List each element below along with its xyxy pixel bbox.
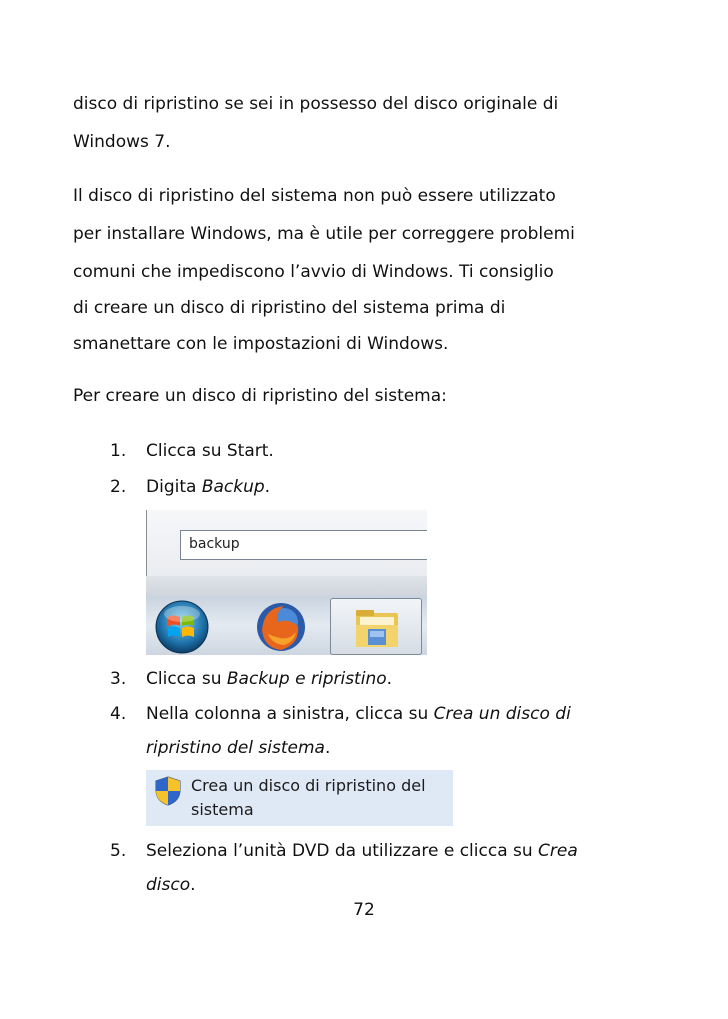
list-item: [110, 704, 571, 724]
paragraph-line: disco di ripristino se sei in possesso del disco originale di: [73, 94, 559, 114]
list-item-continuation: [146, 875, 196, 895]
list-emphasis: disco: [146, 875, 191, 895]
list-item-continuation: [146, 738, 330, 758]
uac-shield-icon: [154, 776, 182, 806]
list-item: [110, 477, 270, 497]
list-text: Digita: [146, 477, 202, 497]
windows-explorer-icon: [353, 607, 401, 651]
create-recovery-disc-link[interactable]: Crea un disco di ripristino del: [191, 776, 426, 795]
list-emphasis: ripristino del sistema: [146, 738, 325, 758]
list-text: .: [264, 477, 271, 497]
page-number: 72: [353, 900, 375, 920]
windows-start-orb-icon[interactable]: [146, 600, 214, 655]
list-text: .: [324, 738, 331, 758]
start-menu-bottom: [146, 576, 427, 596]
paragraph-line: Il disco di ripristino del sistema non può essere utilizzato: [73, 186, 556, 206]
create-recovery-disc-link-line2[interactable]: sistema: [191, 800, 254, 819]
paragraph-line: comuni che impediscono l’avvio di Windows. Ti consiglio: [73, 262, 554, 282]
list-text: Nella colonna a sinistra, clicca su: [146, 704, 434, 724]
firefox-icon[interactable]: [254, 600, 308, 654]
explorer-taskbar-button[interactable]: [330, 598, 422, 655]
list-text: Seleziona l’unità DVD da utilizzare e clicca su: [146, 841, 539, 861]
list-text: Clicca su: [146, 669, 227, 689]
start-search-screenshot: [146, 510, 427, 655]
search-input[interactable]: [180, 530, 427, 560]
list-emphasis: Crea: [538, 841, 578, 861]
list-number: 4.: [110, 704, 127, 724]
list-number: 1.: [110, 441, 127, 461]
list-text: Clicca su Start.: [146, 441, 274, 461]
list-number: 5.: [110, 841, 127, 861]
paragraph-line: Per creare un disco di ripristino del sistema:: [73, 386, 447, 406]
list-item: [110, 669, 392, 689]
paragraph-line: smanettare con le impostazioni di Windows.: [73, 334, 449, 354]
list-item: [110, 441, 274, 461]
list-number: 3.: [110, 669, 127, 689]
paragraph-line: Windows 7.: [73, 132, 171, 152]
list-text: .: [386, 669, 393, 689]
list-emphasis: Backup e ripristino: [226, 669, 387, 689]
list-item: [110, 841, 578, 861]
list-number: 2.: [110, 477, 127, 497]
create-recovery-disc-link-screenshot: [146, 770, 453, 826]
paragraph-line: di creare un disco di ripristino del sistema prima di: [73, 298, 506, 318]
search-input-value: backup: [189, 536, 240, 552]
list-emphasis: Crea un disco di: [433, 704, 571, 724]
paragraph-line: per installare Windows, ma è utile per correggere problemi: [73, 224, 575, 244]
list-text: .: [190, 875, 196, 895]
list-emphasis: Backup: [201, 477, 265, 497]
